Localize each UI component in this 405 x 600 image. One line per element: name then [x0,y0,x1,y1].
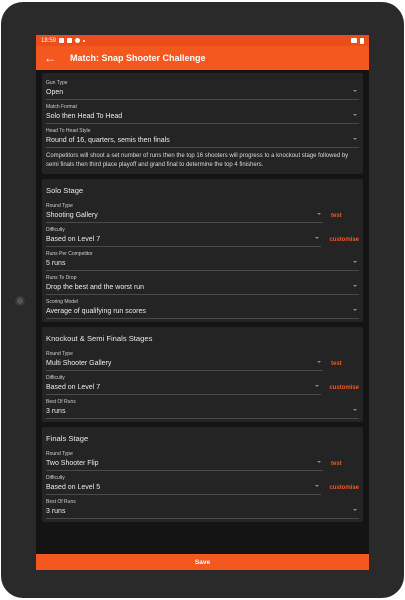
runs-to-drop-value: Drop the best and the worst run [46,284,145,291]
chevron-down-icon [317,461,321,463]
knockout-difficulty-field [46,371,359,395]
runs-to-drop-label: Runs To Drop [46,275,77,281]
head-to-head-style-label: Head To Head Style [46,128,91,134]
scoring-model-value: Average of qualifying run scores [46,308,146,315]
knockout-round-type-value: Multi Shooter Gallery [46,360,112,367]
knockout-stage-title: Knockout & Semi Finals Stages [46,334,153,343]
finals-difficulty-label: Difficulty [46,475,65,481]
finals-round-type-label: Round Type [46,451,73,457]
notification-icon [67,38,72,43]
match-format-field [46,100,359,124]
tablet-frame [1,2,404,598]
gun-type-select[interactable] [46,86,359,100]
solo-round-type-select[interactable] [46,209,323,223]
solo-round-type-field [46,199,359,223]
knockout-test-button[interactable]: test [331,361,342,367]
runs-per-competitor-label: Runs Per Competitor [46,251,93,257]
status-bar [36,35,369,46]
status-time: 18:59 [41,37,57,44]
solo-test-button[interactable]: test [331,213,342,219]
chevron-down-icon [353,509,357,511]
finals-best-of-label: Best Of Runs [46,499,76,505]
solo-customise-button[interactable]: customise [329,237,359,243]
wifi-icon [351,38,357,43]
head-to-head-style-select[interactable] [46,134,359,148]
knockout-difficulty-label: Difficulty [46,375,65,381]
solo-difficulty-value: Based on Level 7 [46,236,101,243]
chevron-down-icon [317,361,321,363]
finals-difficulty-select[interactable] [46,481,321,495]
scoring-model-field [46,295,359,319]
battery-icon [360,38,364,44]
scoring-model-select[interactable] [46,305,359,319]
match-format-description: Competitors will shoot a set number of runs then the top 16 shooters will progress to a knockout stage followed by semi finals then third place playoff and grand final to determine the top 4 finishers. [46,153,349,168]
gun-type-label: Gun Type [46,80,68,86]
match-settings-form [36,70,369,554]
scoring-model-label: Scoring Model [46,299,78,305]
knockout-round-type-select[interactable] [46,357,323,371]
chevron-down-icon [315,385,319,387]
finals-stage-card [42,427,363,522]
finals-test-button[interactable]: test [331,461,342,467]
chevron-down-icon [315,237,319,239]
solo-stage-title: Solo Stage [46,186,84,195]
chevron-down-icon [353,285,357,287]
runs-to-drop-field [46,271,359,295]
knockout-best-of-select[interactable] [46,405,359,419]
page-title: Match: Snap Shooter Challenge [70,53,206,63]
knockout-difficulty-select[interactable] [46,381,321,395]
solo-difficulty-field [46,223,359,247]
finals-round-type-select[interactable] [46,457,323,471]
finals-best-of-select[interactable] [46,505,359,519]
solo-difficulty-select[interactable] [46,233,321,247]
solo-round-type-value: Shooting Gallery [46,212,98,219]
knockout-stage-card [42,327,363,422]
runs-per-competitor-value: 5 runs [46,260,66,267]
app-bar [36,46,369,70]
knockout-difficulty-value: Based on Level 7 [46,384,101,391]
finals-round-type-field [46,447,359,471]
knockout-best-of-field [46,395,359,419]
gun-type-field [46,76,359,100]
finals-difficulty-field [46,471,359,495]
match-format-select[interactable] [46,110,359,124]
chevron-down-icon [353,261,357,263]
back-arrow-icon[interactable]: ← [44,51,56,65]
chevron-down-icon [353,309,357,311]
runs-to-drop-select[interactable] [46,281,359,295]
chevron-down-icon [315,485,319,487]
more-notifications-icon [83,40,85,42]
solo-round-type-label: Round Type [46,203,73,209]
runs-per-competitor-field [46,247,359,271]
chevron-down-icon [353,138,357,140]
finals-best-of-field [46,495,359,519]
camera-icon [15,296,25,306]
general-settings-card [42,73,363,174]
chevron-down-icon [353,90,357,92]
finals-difficulty-value: Based on Level 5 [46,484,101,491]
knockout-best-of-label: Best Of Runs [46,399,76,405]
chevron-down-icon [317,213,321,215]
finals-round-type-value: Two Shooter Flip [46,460,99,467]
runs-per-competitor-select[interactable] [46,257,359,271]
finals-best-of-value: 3 runs [46,508,66,515]
solo-stage-card [42,179,363,322]
chevron-down-icon [353,409,357,411]
match-format-label: Match Format [46,104,77,110]
notification-icon [59,38,64,43]
gun-type-value: Open [46,89,64,96]
save-button[interactable]: Save [36,554,369,570]
head-to-head-style-field [46,124,359,148]
finals-stage-title: Finals Stage [46,434,89,443]
knockout-round-type-field [46,347,359,371]
app-screen [36,35,369,570]
dnd-icon [75,38,80,43]
knockout-round-type-label: Round Type [46,351,73,357]
match-format-value: Solo then Head To Head [46,113,123,120]
solo-difficulty-label: Difficulty [46,227,65,233]
finals-customise-button[interactable]: customise [329,485,359,491]
knockout-customise-button[interactable]: customise [329,385,359,391]
chevron-down-icon [353,114,357,116]
head-to-head-style-value: Round of 16, quarters, semis then finals [46,137,170,144]
knockout-best-of-value: 3 runs [46,408,66,415]
